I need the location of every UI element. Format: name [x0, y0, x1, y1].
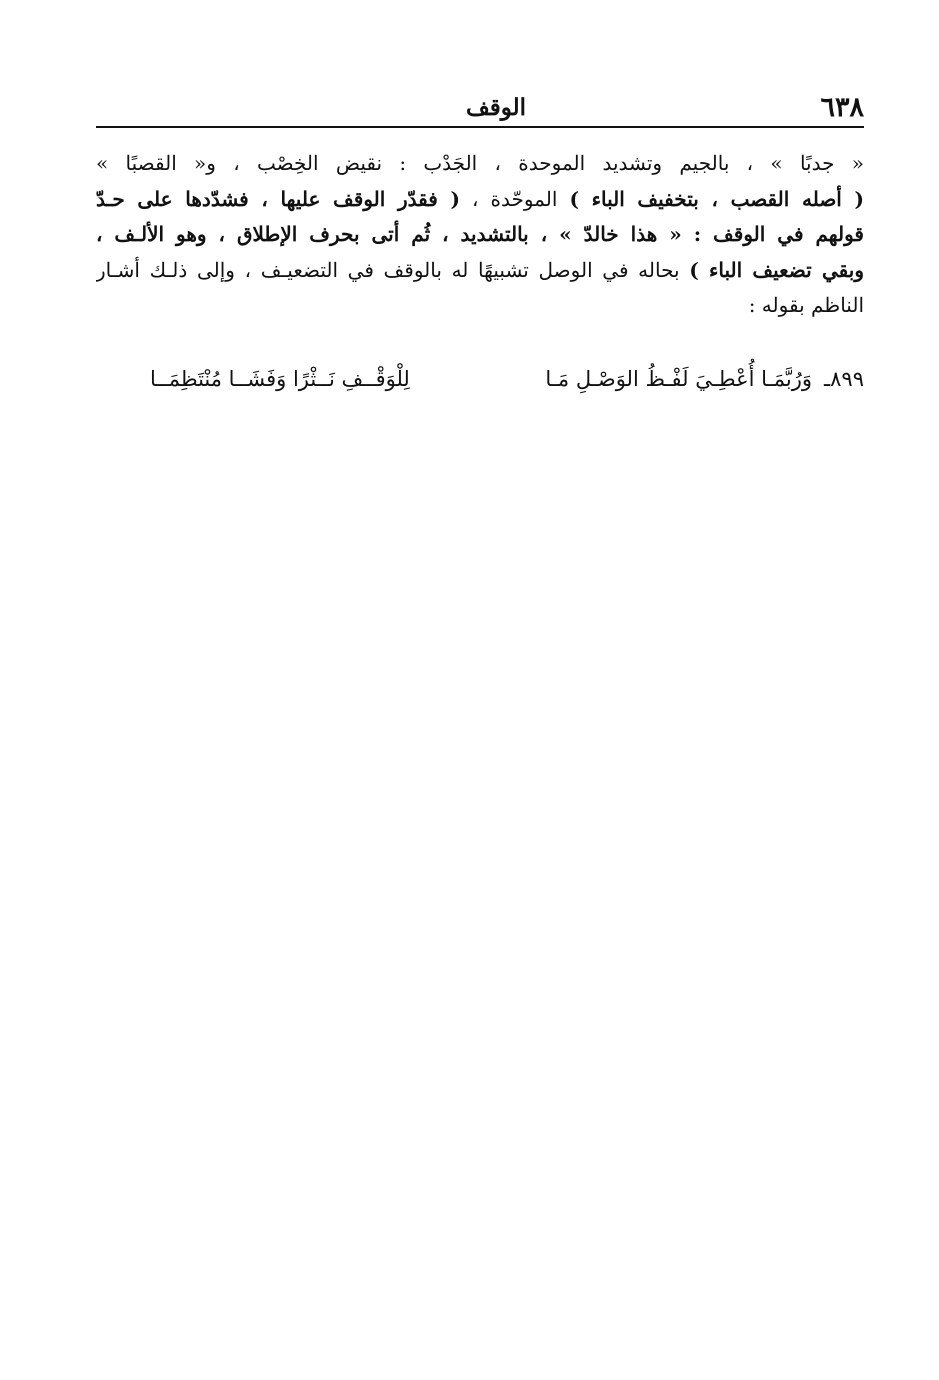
- paragraph-line: [96, 182, 864, 218]
- line-text: الموحّدة ،: [459, 186, 570, 211]
- line-text: الناظم بقوله :: [748, 293, 864, 317]
- paragraph-line: [96, 288, 864, 324]
- line-text: « جدبًا » ، بالجيم وتشديد الموحدة ، الجَدْب : نقيض الخِصْب ، و« القصبًا »: [96, 151, 864, 175]
- page-number: ٦٣٨: [820, 92, 864, 123]
- running-title: الوقف: [465, 94, 527, 121]
- line-text: بحاله في الوصل تشبيهًا له بالوقف في التضعيـف ، وإلى ذلـك أشـار: [96, 257, 690, 282]
- paragraph-line: [96, 253, 864, 289]
- poem-verse: [150, 367, 864, 405]
- paragraph-line: [96, 146, 864, 182]
- bold-text: ( فقدّر الوقف عليها ، فشدّدها على حـدّ: [96, 186, 460, 211]
- second-hemistich: لِلْوَقْــفِ نَــثْرًا وَفَشَــا مُنْتَظِمَــا: [150, 367, 410, 391]
- bold-text: وبقي تضعيف الباء ): [689, 257, 864, 282]
- bold-text: قولهم في الوقف :: [681, 222, 864, 246]
- commentary-paragraph: [96, 146, 864, 324]
- verse-number: ٨٩٩ـ: [824, 367, 864, 391]
- bold-text: ( أصله القصب ، بتخفيف الباء ): [569, 186, 864, 211]
- page-header: [96, 92, 864, 128]
- bold-text: « هذا خالدّ » ، بالتشديد ، ثُم أتى بحرف الإطلاق ، وهو الألـف ،: [96, 222, 682, 246]
- first-hemistich: وَرُبَّمَـا أُعْطِـيَ لَفْـظُ الوَصْـلِ مَـا: [545, 367, 812, 391]
- paragraph-line: [96, 217, 864, 253]
